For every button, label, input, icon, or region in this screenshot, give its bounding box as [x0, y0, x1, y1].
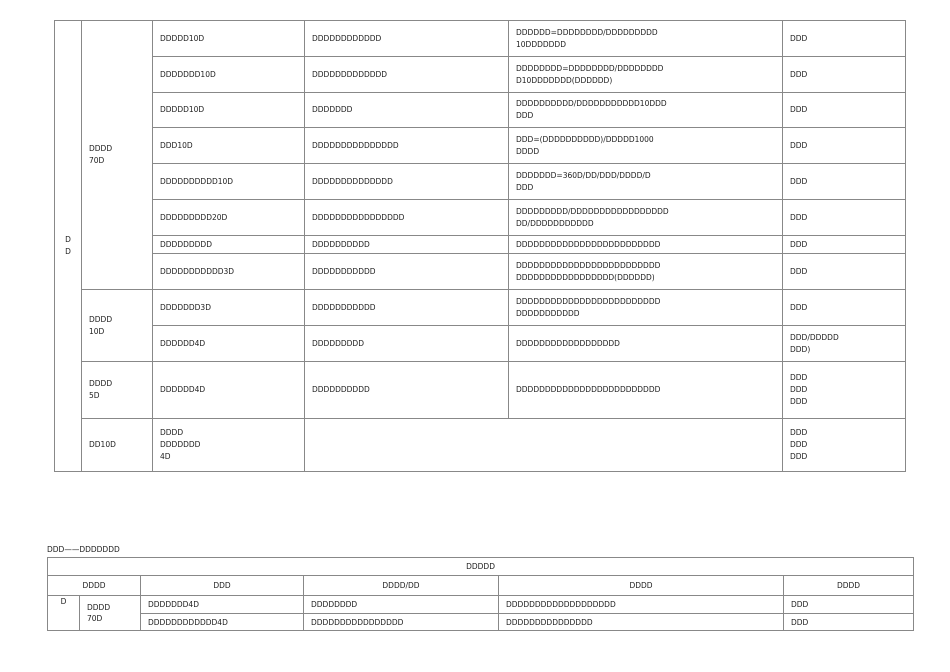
table-row — [55, 326, 906, 362]
unit-line: DDD — [790, 385, 808, 394]
unit-line: DDD — [790, 176, 808, 186]
table-caption: DDD——DDDDDDD — [47, 545, 120, 554]
indicator-name-cell: DDDDD10D — [153, 21, 305, 57]
unit-cell — [783, 57, 906, 93]
description-cell: DDDDDDDDDDDDD — [305, 57, 509, 93]
table-cell: DDDDDDD4D — [141, 596, 304, 614]
summary-title: DDDDD — [48, 558, 914, 576]
formula-cell — [509, 236, 783, 254]
indicator-name-cell: DDDDDDDDDDD3D — [153, 254, 305, 290]
indicator-name: DDDDDDD — [160, 440, 201, 449]
formula-line: DDD — [516, 111, 534, 120]
category-cell — [55, 21, 82, 472]
indicator-name-cell: DDDDDD4D — [153, 362, 305, 419]
formula-line: DDDDDDDDDDDDDDDDDDDDDDDDD — [516, 239, 661, 249]
formula-line: DDDDDDDD=DDDDDDDD/DDDDDDDD — [516, 63, 664, 73]
formula-cell — [509, 362, 783, 419]
formula-cell — [509, 128, 783, 164]
indicator-name-cell: DDDDDD4D — [153, 326, 305, 362]
unit-line: DDD) — [790, 344, 811, 354]
unit-line: DDD — [790, 33, 808, 43]
indicator-name: 4D — [160, 452, 171, 461]
formula-line: DDDDDDDDDDDDDDDDDD — [516, 338, 620, 348]
category-label: D — [65, 235, 71, 244]
category-cell — [48, 596, 80, 631]
table-row — [55, 362, 906, 419]
unit-cell — [783, 236, 906, 254]
unit-cell — [783, 419, 906, 472]
description-cell: DDDDDDDDDD — [305, 362, 509, 419]
table-cell: DDDDDDDDDDDDDDD — [499, 614, 784, 631]
table-row — [55, 164, 906, 200]
formula-line: DDDDDDDDDDDDDDDDD(DDDDDD) — [516, 272, 655, 282]
group-label: DDDD — [89, 144, 113, 153]
group-cell — [80, 596, 141, 631]
unit-line: DDD — [790, 239, 808, 249]
description-cell: DDDDDDDDDDDDDDD — [305, 128, 509, 164]
description-cell: DDDDDDDDDDDD — [305, 21, 509, 57]
unit-line: DDD/DDDDD — [790, 332, 839, 342]
group-label: DD10D — [89, 440, 116, 449]
formula-line: D10DDDDDDD(DDDDDD) — [516, 75, 613, 85]
indicator-name-cell: DDDDDDDDD — [153, 236, 305, 254]
formula-line: DDDDDDDDD/DDDDDDDDDDDDDDDDD — [516, 206, 669, 216]
formula-line: DDD=(DDDDDDDDDD)/DDDDD1000 — [516, 134, 654, 144]
unit-line: DDD — [790, 140, 808, 150]
header-cell: DDDD — [48, 576, 141, 596]
formula-cell — [509, 93, 783, 128]
unit-line: DDD — [790, 452, 808, 461]
unit-cell — [783, 128, 906, 164]
indicator-name-cell: DDDDDDDDDD10D — [153, 164, 305, 200]
indicator-name-cell: DDD10D — [153, 128, 305, 164]
table-row — [55, 236, 906, 254]
group-label: DDDD — [89, 379, 113, 388]
table-row — [55, 57, 906, 93]
empty-cell — [305, 419, 783, 472]
table-cell: DDDDDDDDDDDD4D — [141, 614, 304, 631]
formula-line: 10DDDDDDD — [516, 39, 566, 49]
group-cell — [82, 21, 153, 290]
group-label: 10D — [89, 326, 105, 336]
description-cell: DDDDDDDDDDDDDD — [305, 164, 509, 200]
group-cell — [82, 290, 153, 362]
indicator-name-cell: DDDDDDDDD20D — [153, 200, 305, 236]
indicator-name-cell: DDDDD10D — [153, 93, 305, 128]
unit-cell — [783, 21, 906, 57]
table-row — [55, 21, 906, 57]
table-row — [55, 128, 906, 164]
unit-line: DDD — [790, 397, 808, 406]
table-cell: DDD — [784, 596, 914, 614]
unit-cell — [783, 290, 906, 326]
unit-line: DDD — [790, 440, 808, 449]
table-row — [55, 93, 906, 128]
unit-cell — [783, 164, 906, 200]
group-label: 70D — [87, 614, 103, 623]
description-cell: DDDDDDDDDD — [305, 236, 509, 254]
category-label: D — [65, 247, 71, 256]
unit-cell — [783, 326, 906, 362]
formula-cell — [509, 254, 783, 290]
formula-cell — [509, 200, 783, 236]
table-cell: DDDDDDDD — [304, 596, 499, 614]
formula-cell — [509, 164, 783, 200]
unit-line: DDD — [790, 428, 808, 437]
unit-cell — [783, 254, 906, 290]
table-cell: DDDDDDDDDDDDDDDD — [304, 614, 499, 631]
formula-line: DDDD — [516, 146, 540, 156]
formula-line: DDDDDDD=360D/DD/DDD/DDDD/D — [516, 170, 651, 180]
indicator-table — [54, 20, 906, 472]
formula-line: DDDDDDDDDDDDDDDDDDDDDDDDD — [516, 296, 661, 306]
table-cell: DDD — [784, 614, 914, 631]
header-cell: DDDD/DD — [304, 576, 499, 596]
indicator-name-cell: DDDDDDD3D — [153, 290, 305, 326]
group-label: 5D — [89, 391, 100, 400]
table-row — [55, 419, 906, 472]
unit-line: DDD — [790, 266, 808, 276]
header-cell: DDDD — [784, 576, 914, 596]
description-cell: DDDDDDDDDDD — [305, 254, 509, 290]
unit-line: DDD — [790, 212, 808, 222]
unit-line: DDD — [790, 373, 808, 382]
table-row — [55, 254, 906, 290]
unit-cell — [783, 362, 906, 419]
summary-table — [47, 557, 914, 631]
indicator-name-cell — [153, 419, 305, 472]
group-label: 70D — [89, 156, 105, 165]
formula-cell — [509, 326, 783, 362]
group-cell — [82, 362, 153, 419]
formula-cell — [509, 21, 783, 57]
formula-line: DDDDDDDDDDDDDDDDDDDDDDDDD — [516, 260, 661, 270]
description-cell: DDDDDDDDDDD — [305, 290, 509, 326]
formula-line: DDDDDDDDDD/DDDDDDDDDDD10DDD — [516, 99, 667, 108]
group-label: DDDD — [87, 603, 111, 612]
category-label: D — [60, 597, 67, 606]
formula-cell — [509, 290, 783, 326]
unit-line: DDD — [790, 105, 808, 114]
description-cell: DDDDDDDDD — [305, 326, 509, 362]
group-cell — [82, 419, 153, 472]
indicator-name-cell: DDDDDDD10D — [153, 57, 305, 93]
formula-cell — [509, 57, 783, 93]
unit-line: DDD — [790, 69, 808, 79]
formula-line: DDDDDD=DDDDDDDD/DDDDDDDDD — [516, 27, 658, 37]
formula-line: DD/DDDDDDDDDDD — [516, 218, 594, 228]
group-label: DDDD — [89, 314, 113, 324]
table-row — [55, 200, 906, 236]
unit-cell — [783, 93, 906, 128]
formula-line: DDDDDDDDDDD — [516, 308, 580, 318]
header-cell: DDDD — [499, 576, 784, 596]
table-row — [55, 290, 906, 326]
header-cell: DDD — [141, 576, 304, 596]
formula-line: DDDDDDDDDDDDDDDDDDDDDDDDD — [516, 385, 661, 394]
description-cell: DDDDDDD — [305, 93, 509, 128]
table-cell: DDDDDDDDDDDDDDDDDDD — [499, 596, 784, 614]
indicator-name: DDDD — [160, 428, 184, 437]
formula-line: DDD — [516, 182, 534, 192]
unit-cell — [783, 200, 906, 236]
description-cell: DDDDDDDDDDDDDDDD — [305, 200, 509, 236]
unit-line: DDD — [790, 302, 808, 312]
